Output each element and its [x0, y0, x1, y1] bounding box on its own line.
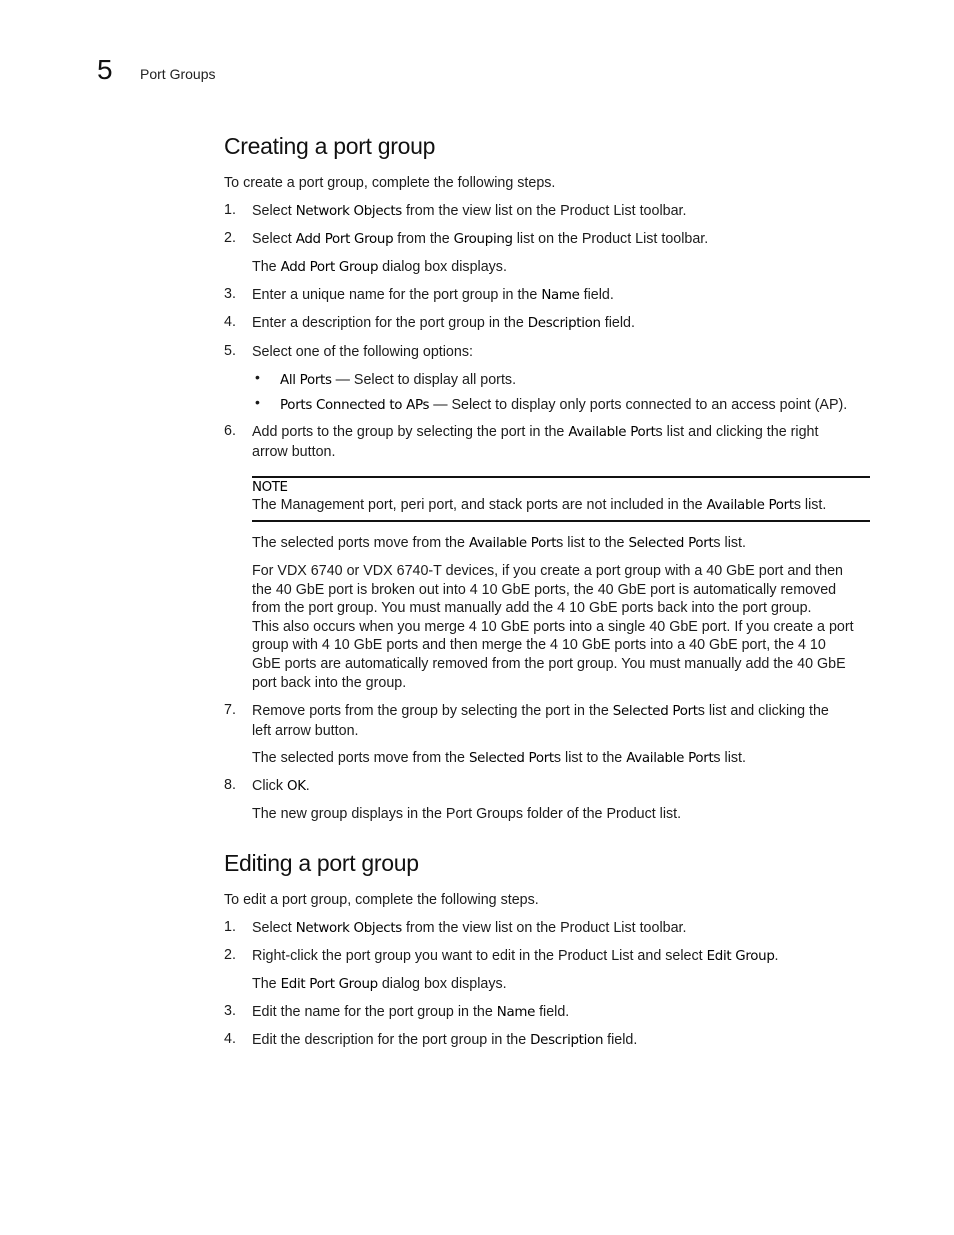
creating-step-2-result: The Add Port Group dialog box displays.: [252, 259, 507, 275]
vdx-paragraph: For VDX 6740 or VDX 6740-T devices, if you create a port group with a 40 GbE port and then the 40 GbE port is broken out into 4 10 GbE ports, the 40 GbE port is automatically removed from the port group. You must manually add the 4 10 GbE ports back into the port group. This also occurs when you merge 4 10 GbE ports into a single 40 GbE port. If you create a port group with 4 10 GbE ports and then merge the 4 10 GbE ports into a 40 GbE port, the 4 10 GbE ports are automatically removed from the port group. You must manually add the 40 GbE port back into the group.: [252, 563, 854, 691]
step-number: 3.: [224, 1003, 236, 1019]
note-bottom-rule: [252, 520, 870, 522]
creating-step-6-result: The selected ports move from the Available Ports list to the Selected Ports list.: [252, 535, 746, 551]
step-number: 2.: [224, 947, 236, 963]
editing-step-2: Right-click the port group you want to edit in the Product List and select Edit Group.: [252, 948, 779, 964]
creating-step-3: Enter a unique name for the port group in the Name field.: [252, 287, 614, 303]
creating-step-8: Click OK.: [252, 778, 310, 794]
step-number: 3.: [224, 286, 236, 302]
editing-step-4: Edit the description for the port group in the Description field.: [252, 1032, 638, 1048]
bullet-icon: •: [255, 369, 260, 385]
option-all-ports: All Ports — Select to display all ports.: [280, 372, 517, 388]
step-number: 6.: [224, 423, 236, 439]
creating-step-4: Enter a description for the port group in the Description field.: [252, 315, 635, 331]
chapter-title: Port Groups: [140, 66, 216, 82]
creating-step-2: Select Add Port Group from the Grouping list on the Product List toolbar.: [252, 231, 709, 247]
step-number: 4.: [224, 314, 236, 330]
creating-step-7-result: The selected ports move from the Selected Ports list to the Available Ports list.: [252, 750, 746, 766]
creating-step-6: Add ports to the group by selecting the port in the Available Ports list and clicking the right arrow button.: [252, 424, 819, 460]
step-number: 1.: [224, 202, 236, 218]
chapter-number: 5: [97, 54, 113, 85]
editing-step-3: Edit the name for the port group in the Name field.: [252, 1004, 570, 1020]
editing-step-2-result: The Edit Port Group dialog box displays.: [252, 976, 507, 992]
step-number: 5.: [224, 343, 236, 359]
creating-step-5: Select one of the following options:: [252, 344, 473, 360]
step-number: 1.: [224, 919, 236, 935]
note-label: NOTE: [252, 480, 288, 495]
editing-step-1: Select Network Objects from the view list on the Product List toolbar.: [252, 920, 687, 936]
option-ports-connected: Ports Connected to APs — Select to display only ports connected to an access point (AP).: [280, 397, 848, 413]
creating-step-1: Select Network Objects from the view list on the Product List toolbar.: [252, 203, 687, 219]
creating-intro: To create a port group, complete the following steps.: [224, 175, 556, 191]
note-text: The Management port, peri port, and stack ports are not included in the Available Ports list.: [252, 497, 827, 513]
creating-step-8-result: The new group displays in the Port Groups folder of the Product list.: [252, 806, 682, 822]
step-number: 7.: [224, 702, 236, 718]
editing-intro: To edit a port group, complete the following steps.: [224, 892, 539, 908]
step-number: 2.: [224, 230, 236, 246]
note-top-rule: [252, 476, 870, 478]
section-heading-creating: Creating a port group: [224, 133, 436, 159]
creating-step-7: Remove ports from the group by selecting the port in the Selected Ports list and clicking the left arrow button.: [252, 703, 829, 739]
step-number: 8.: [224, 777, 236, 793]
step-number: 4.: [224, 1031, 236, 1047]
section-heading-editing: Editing a port group: [224, 850, 419, 876]
bullet-icon: •: [255, 394, 260, 410]
